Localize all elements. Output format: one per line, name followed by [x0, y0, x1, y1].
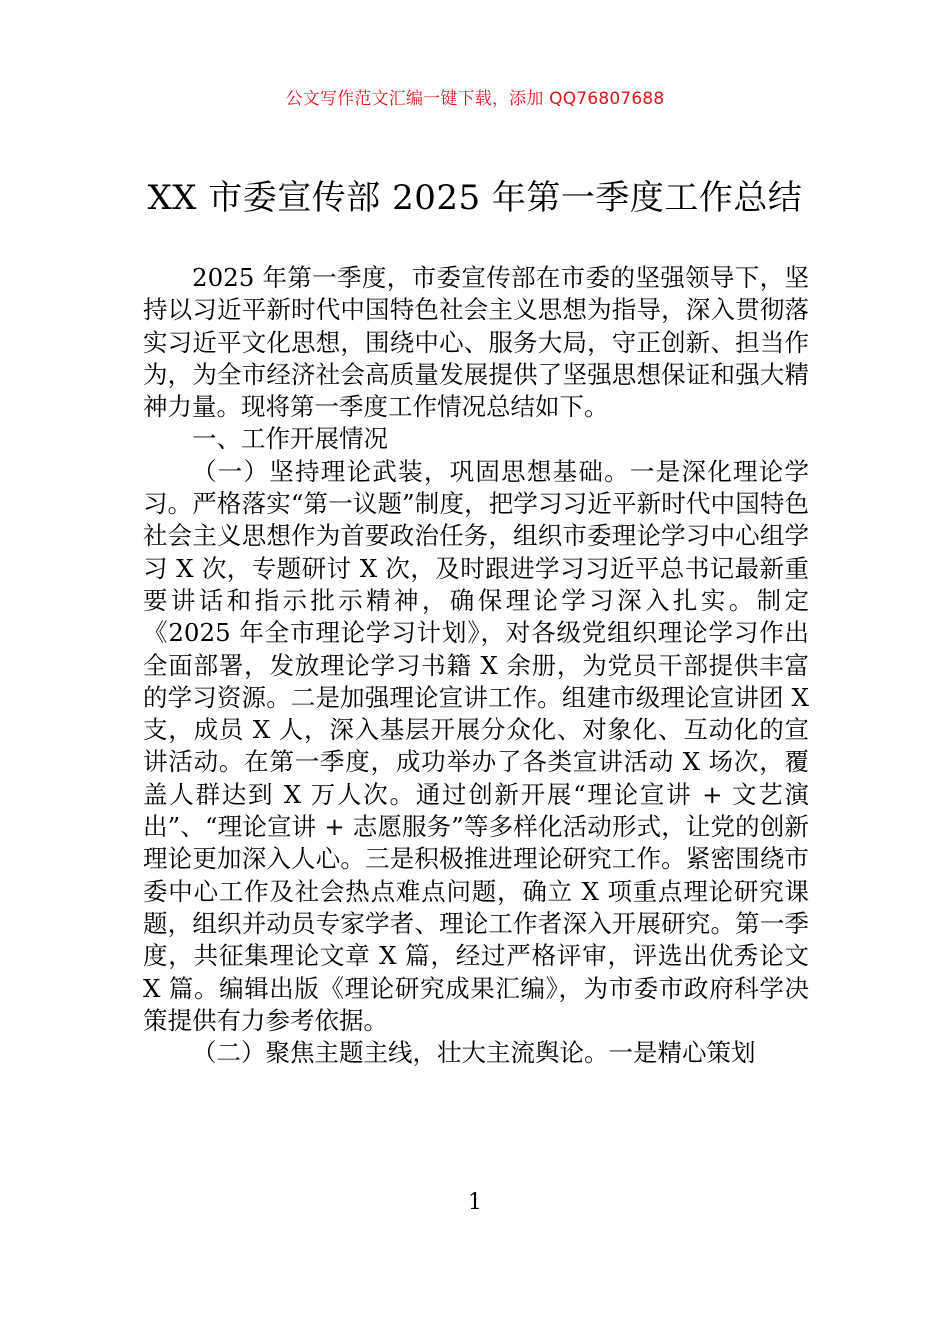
document-title: XX 市委宣传部 2025 年第一季度工作总结 [147, 178, 803, 218]
header-note: 公文写作范文汇编一键下载，添加 QQ76807688 [285, 89, 665, 109]
paragraph-theory: （一）坚持理论武装，巩固思想基础。一是深化理论学习。严格落实“第一议题”制度，把学习习近平新时代中国特色社会主义思想作为首要政治任务，组织市委理论学习中心组学习 X 次，专题研讨 X 次，及时跟进学习习近平总书记最新重要讲话和指示批示精神，确保理论学习深入扎实。制定《2025 年全市理论学习计划》，对各级党组织理论学习作出全面部署，发放理论学习书籍 X 余册，为党员干部提供丰富的学习资源。二是加强理论宣讲工作。组建市级理论宣讲团 X 支，成员 X 人，深入基层开展分众化、对象化、互动化的宣讲活动。在第一季度，成功举办了各类宣讲活动 X 场次，覆盖人群达到 X 万人次。通过创新开展“理论宣讲 + 文艺演出”、“理论宣讲 + 志愿服务”等多样化活动形式，让党的创新理论更加深入人心。三是积极推进理论研究工作。紧密围绕市委中心工作及社会热点难点问题，确立 X 项重点理论研究课题，组织并动员专家学者、理论工作者深入开展研究。第一季度，共征集理论文章 X 篇，经过严格评审，评选出优秀论文 X 篇。编辑出版《理论研究成果汇编》，为市委市政府科学决策提供有力参考依据。 [143, 456, 809, 1035]
section-heading: 一、工作开展情况 [192, 424, 388, 454]
document-body [143, 262, 809, 1069]
paragraph-intro: 2025 年第一季度，市委宣传部在市委的坚强领导下，坚持以习近平新时代中国特色社会主义思想为指导，深入贯彻落实习近平文化思想，围绕中心、服务大局，守正创新、担当作为，为全市经济社会高质量发展提供了坚强思想保证和强大精神力量。现将第一季度工作情况总结如下。 [143, 263, 809, 422]
page-number: 1 [468, 1190, 482, 1215]
paragraph-opinion: （二）聚焦主题主线，壮大主流舆论。一是精心策划 [192, 1038, 756, 1068]
